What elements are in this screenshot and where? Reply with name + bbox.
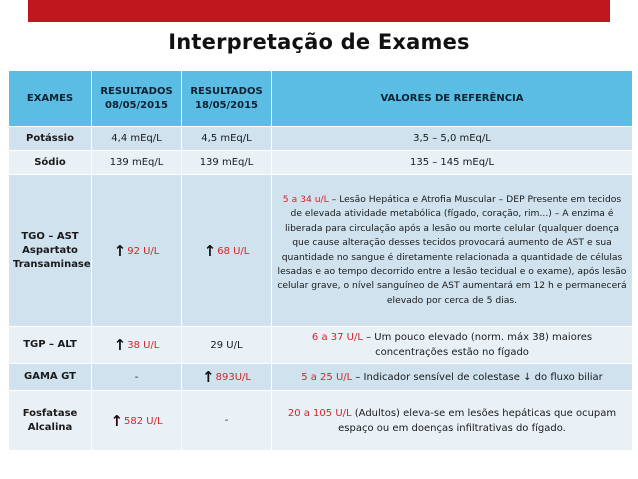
reference-range: 5 a 25 U/L <box>301 371 353 383</box>
up-arrow-icon: ↑ <box>113 241 127 260</box>
result-1 <box>92 175 182 327</box>
up-arrow-icon: ↑ <box>113 336 127 354</box>
result-2 <box>182 175 272 327</box>
result-2: - <box>182 391 272 451</box>
top-accent-bar <box>28 0 610 22</box>
result-1: - <box>92 364 182 391</box>
result-2 <box>182 364 272 391</box>
reference-range: 20 a 105 U/L <box>287 407 352 419</box>
reference-value <box>272 327 633 364</box>
exam-name: Potássio <box>9 127 92 151</box>
result-2: 4,5 mEq/L <box>182 127 272 151</box>
down-arrow-icon: ↓ <box>523 371 532 383</box>
result-1: 139 mEq/L <box>92 151 182 175</box>
reference-value <box>272 364 633 391</box>
exam-name: TGP – ALT <box>9 327 92 364</box>
reference-range: 5 a 34 u/L <box>282 193 329 205</box>
exam-name: Sódio <box>9 151 92 175</box>
header-exames: EXAMES <box>9 71 92 127</box>
table-header-row <box>9 71 633 127</box>
result-value: 893U/L <box>215 372 251 383</box>
result-value: 92 U/L <box>127 245 160 257</box>
table-row <box>9 391 633 451</box>
up-arrow-icon: ↑ <box>110 411 124 430</box>
result-value: 582 U/L <box>124 415 163 427</box>
result-value: 38 U/L <box>127 340 160 351</box>
reference-value <box>272 175 633 327</box>
header-results-1: RESULTADOS 08/05/2015 <box>92 71 182 127</box>
exam-name: GAMA GT <box>9 364 92 391</box>
result-2: 29 U/L <box>182 327 272 364</box>
reference-range: 6 a 37 U/L <box>311 332 363 343</box>
table-row <box>9 364 633 391</box>
table-row <box>9 151 633 175</box>
header-reference: VALORES DE REFERÊNCIA <box>272 71 633 127</box>
exam-name: TGO – AST Aspartato Transaminase <box>9 175 92 327</box>
header-results-2: RESULTADOS 18/05/2015 <box>182 71 272 127</box>
result-2: 139 mEq/L <box>182 151 272 175</box>
reference-text-tail: do fluxo biliar <box>531 371 603 383</box>
reference-text: – Um pouco elevado (norm. máx 38) maiores concentrações estão no fígado <box>362 332 593 358</box>
reference-value: 3,5 – 5,0 mEq/L <box>272 127 633 151</box>
up-arrow-icon: ↑ <box>202 368 215 386</box>
result-1: 4,4 mEq/L <box>92 127 182 151</box>
result-value: 68 U/L <box>217 245 250 257</box>
reference-text: – Lesão Hepática e Atrofia Muscular – DEP Presente em tecidos de elevada atividade metabólica (fígado, coração, rim...) – A enzima é liberada para circulação após a lesão ou morte celular (qualquer doença que cause alteração desses tecidos provocará aumento de AST e sua quantidade no sangue é diretamente relacionada a quantidade de células lesadas e ao tempo decorrido entre a lesão tecidual e o exame), após lesão celular grave, o nível sanguíneo de AST aumentará em 12 h e permanecerá elevado por cerca de 5 dias. <box>277 193 627 306</box>
exam-name: Fosfatase Alcalina <box>9 391 92 451</box>
result-1 <box>92 391 182 451</box>
up-arrow-icon: ↑ <box>203 241 217 260</box>
exams-table <box>8 70 633 451</box>
reference-text: (Adultos) eleva-se em lesões hepáticas que ocupam espaço ou em doenças infiltrativas do fígado. <box>338 407 617 434</box>
result-1 <box>92 327 182 364</box>
table-row <box>9 127 633 151</box>
page-title: Interpretação de Exames <box>168 30 470 54</box>
table-row <box>9 175 633 327</box>
reference-text: – Indicador sensível de colestase <box>352 371 524 383</box>
reference-value: 135 – 145 mEq/L <box>272 151 633 175</box>
reference-value <box>272 391 633 451</box>
table-row <box>9 327 633 364</box>
